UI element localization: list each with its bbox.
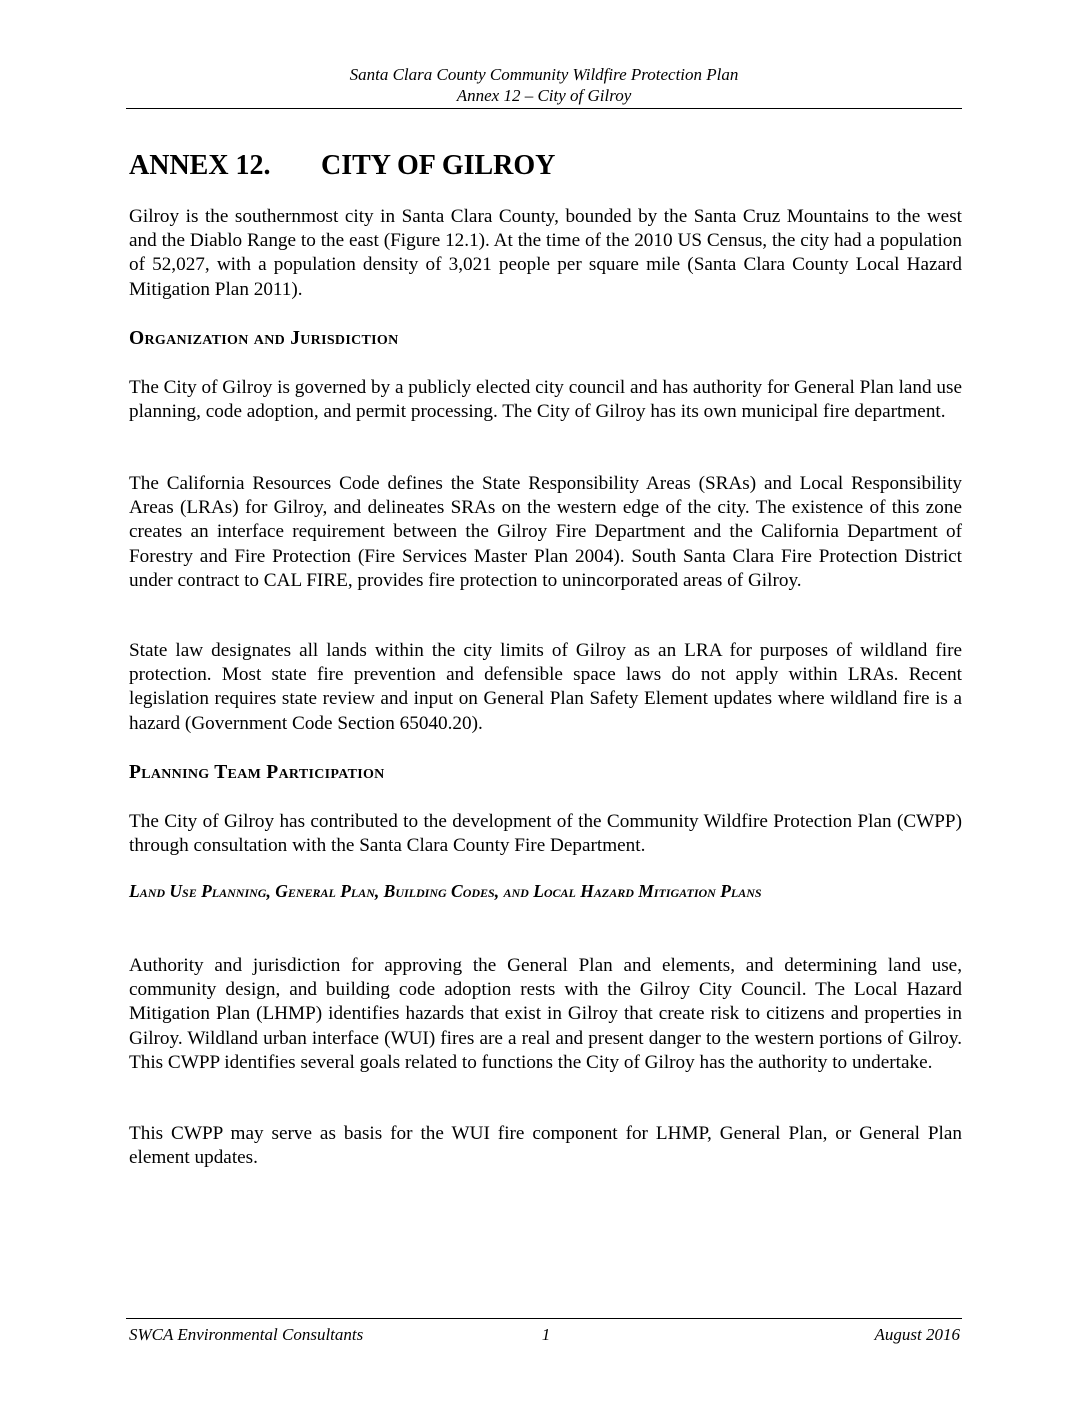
header-plan-title: Santa Clara County Community Wildfire Protection Plan <box>349 65 739 84</box>
footer-divider <box>126 1318 962 1319</box>
footer-page-number: 1 <box>541 1325 551 1344</box>
land-use-paragraph-2: This CWPP may serve as basis for the WUI fire component for LHMP, General Plan, or General Plan element updates. <box>129 1123 962 1169</box>
subsection-heading-land-use: Land Use Planning, General Plan, Building Codes, and Local Hazard Mitigation Plans <box>129 881 762 901</box>
organization-paragraph-2: The California Resources Code defines the State Responsibility Areas (SRAs) and Local Responsibility Areas (LRAs) for Gilroy, and delineates SRAs on the western edge of the city. The existence of this zone creates an interface requirement between the Gilroy Fire Department and the California Department of Forestry and Fire Protection (Fire Services Master Plan 2004). South Santa Clara Fire Protection District under contract to CAL FIRE, provides fire protection to unincorporated areas of Gilroy. <box>129 473 962 591</box>
planning-team-paragraph: The City of Gilroy has contributed to the development of the Community Wildfire Protection Plan (CWPP) through consultation with the Santa Clara County Fire Department. <box>129 811 962 857</box>
annex-title <box>129 148 555 184</box>
section-heading-planning-team: Planning Team Participation <box>129 762 385 783</box>
header-annex-title: Annex 12 – City of Gilroy <box>456 86 632 105</box>
footer-organization: SWCA Environmental Consultants <box>129 1325 364 1344</box>
land-use-paragraph-1: Authority and jurisdiction for approving the General Plan and elements, and determining land use, community design, and building code adoption rests with the Gilroy City Council. The Local Hazard Mitigation Plan (LHMP) identifies hazards that exist in Gilroy that create risk to citizens and properties in Gilroy. Wildland urban interface (WUI) fires are a real and present danger to the western portions of Gilroy. This CWPP identifies several goals related to functions the City of Gilroy has the authority to undertake. <box>129 955 962 1073</box>
organization-paragraph-3: State law designates all lands within the city limits of Gilroy as an LRA for purposes of wildland fire protection. Most state fire prevention and defensible space laws do not apply within LRAs. Recent legislation requires state review and input on General Plan Safety Element updates where wildland fire is a hazard (Government Code Section 65040.20). <box>129 640 962 734</box>
annex-number: ANNEX 12. <box>129 150 271 181</box>
intro-paragraph: Gilroy is the southernmost city in Santa Clara County, bounded by the Santa Cruz Mountains to the west and the Diablo Range to the east (Figure 12.1). At the time of the 2010 US Census, the city had a population of 52,027, with a population density of 3,021 people per square mile (Santa Clara County Local Hazard Mitigation Plan 2011). <box>129 206 962 300</box>
footer-date: August 2016 <box>874 1325 960 1344</box>
organization-paragraph-1: The City of Gilroy is governed by a publicly elected city council and has authority for General Plan land use planning, code adoption, and permit processing. The City of Gilroy has its own municipal fire department. <box>129 377 962 423</box>
running-header <box>126 64 962 106</box>
header-divider <box>126 108 962 109</box>
annex-name: CITY OF GILROY <box>321 150 556 181</box>
section-heading-organization: Organization and Jurisdiction <box>129 328 399 349</box>
